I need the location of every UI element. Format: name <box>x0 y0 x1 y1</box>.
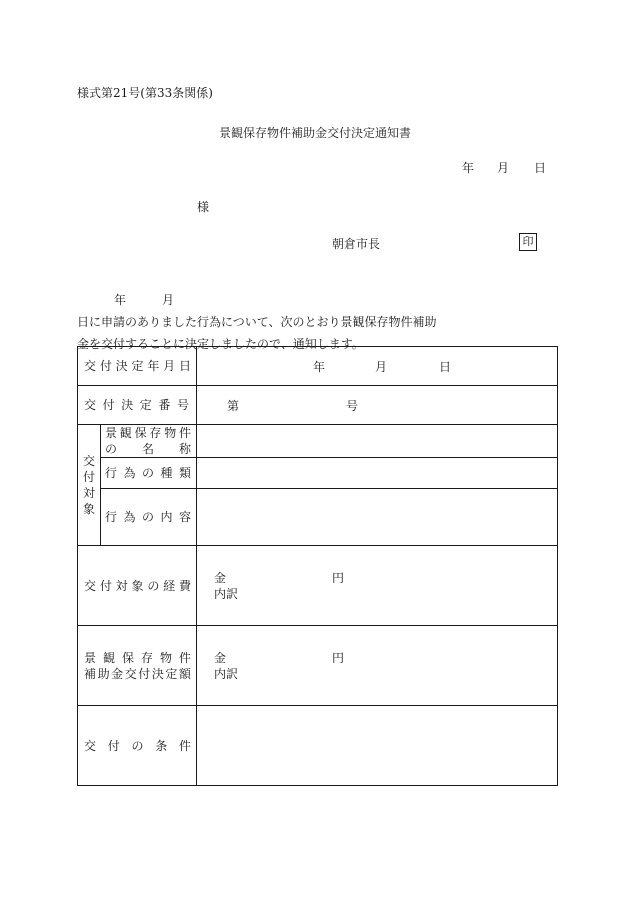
label-action-content: 行為の内容 <box>101 489 197 546</box>
decision-year: 年 <box>313 359 326 374</box>
expense-amount-suffix: 円 <box>332 571 345 585</box>
body-line1-rest: 日に申請のありました行為について、次のとおり景観保存物件補助 <box>77 315 437 329</box>
label-action-type: 行為の種類 <box>101 458 197 489</box>
row-property-name <box>78 425 558 458</box>
row-decision-date <box>78 347 558 386</box>
label-property-name-line1: 景観保存物件 <box>105 426 192 440</box>
grant-amount-breakdown: 内訳 <box>214 667 239 681</box>
label-conditions: 交付の条件 <box>78 706 197 786</box>
label-expense: 交付対象の経費 <box>78 546 197 626</box>
decision-day: 日 <box>439 359 452 374</box>
value-grant-amount <box>197 626 558 706</box>
decision-number-prefix: 第 <box>227 398 240 413</box>
date-day: 日 <box>534 161 547 175</box>
label-decision-date: 交付決定年月日 <box>78 347 197 386</box>
value-action-type <box>197 458 558 489</box>
target-side-char-4: 象 <box>82 502 95 516</box>
label-property-name <box>101 425 197 458</box>
target-side-char-3: 対 <box>82 486 95 500</box>
form-number: 様式第21号(第33条関係) <box>77 86 213 100</box>
row-conditions <box>78 706 558 786</box>
expense-amount-line <box>214 570 557 586</box>
label-grant-amount <box>78 626 197 706</box>
label-property-name-line2: の名称 <box>105 442 192 456</box>
notice-line-1 <box>77 289 563 333</box>
seal-mark: 印 <box>519 233 537 251</box>
value-property-name <box>197 425 558 458</box>
expense-amount-prefix: 金 <box>214 571 227 585</box>
value-expense <box>197 546 558 626</box>
label-grant-amount-line1: 景観保存物件 <box>84 650 192 665</box>
decision-month: 月 <box>375 359 388 374</box>
addressee-honorific: 様 <box>197 200 210 214</box>
grant-decision-table <box>77 346 558 786</box>
row-grant-amount <box>78 626 558 706</box>
target-side-char-1: 交 <box>82 454 95 468</box>
row-action-type <box>78 458 558 489</box>
label-grant-amount-line2: 補助金交付決定額 <box>84 666 192 681</box>
document-title: 景観保存物件補助金交付決定通知書 <box>218 126 411 140</box>
value-conditions <box>197 706 558 786</box>
value-action-content <box>197 489 558 546</box>
issuer-name: 朝倉市長 <box>332 237 381 251</box>
value-decision-date <box>197 347 558 386</box>
expense-breakdown: 内訳 <box>214 587 239 601</box>
notice-line-2: 金を交付することに決定しましたので、通知します。 <box>77 337 364 351</box>
grant-amount-prefix: 金 <box>214 651 227 665</box>
row-expense <box>78 546 558 626</box>
grant-amount-line <box>214 650 557 666</box>
row-decision-number <box>78 386 558 425</box>
date-month: 月 <box>497 161 510 175</box>
value-decision-number <box>197 386 558 425</box>
decision-number-suffix: 号 <box>346 398 359 413</box>
label-decision-number: 交付決定番号 <box>78 386 197 425</box>
target-side-label <box>78 425 101 546</box>
grant-amount-suffix: 円 <box>332 651 345 665</box>
row-action-content <box>78 489 558 546</box>
target-side-char-2: 付 <box>82 470 95 484</box>
date-year: 年 <box>462 161 475 175</box>
body-year: 年 <box>114 293 127 307</box>
body-month: 月 <box>162 293 175 307</box>
